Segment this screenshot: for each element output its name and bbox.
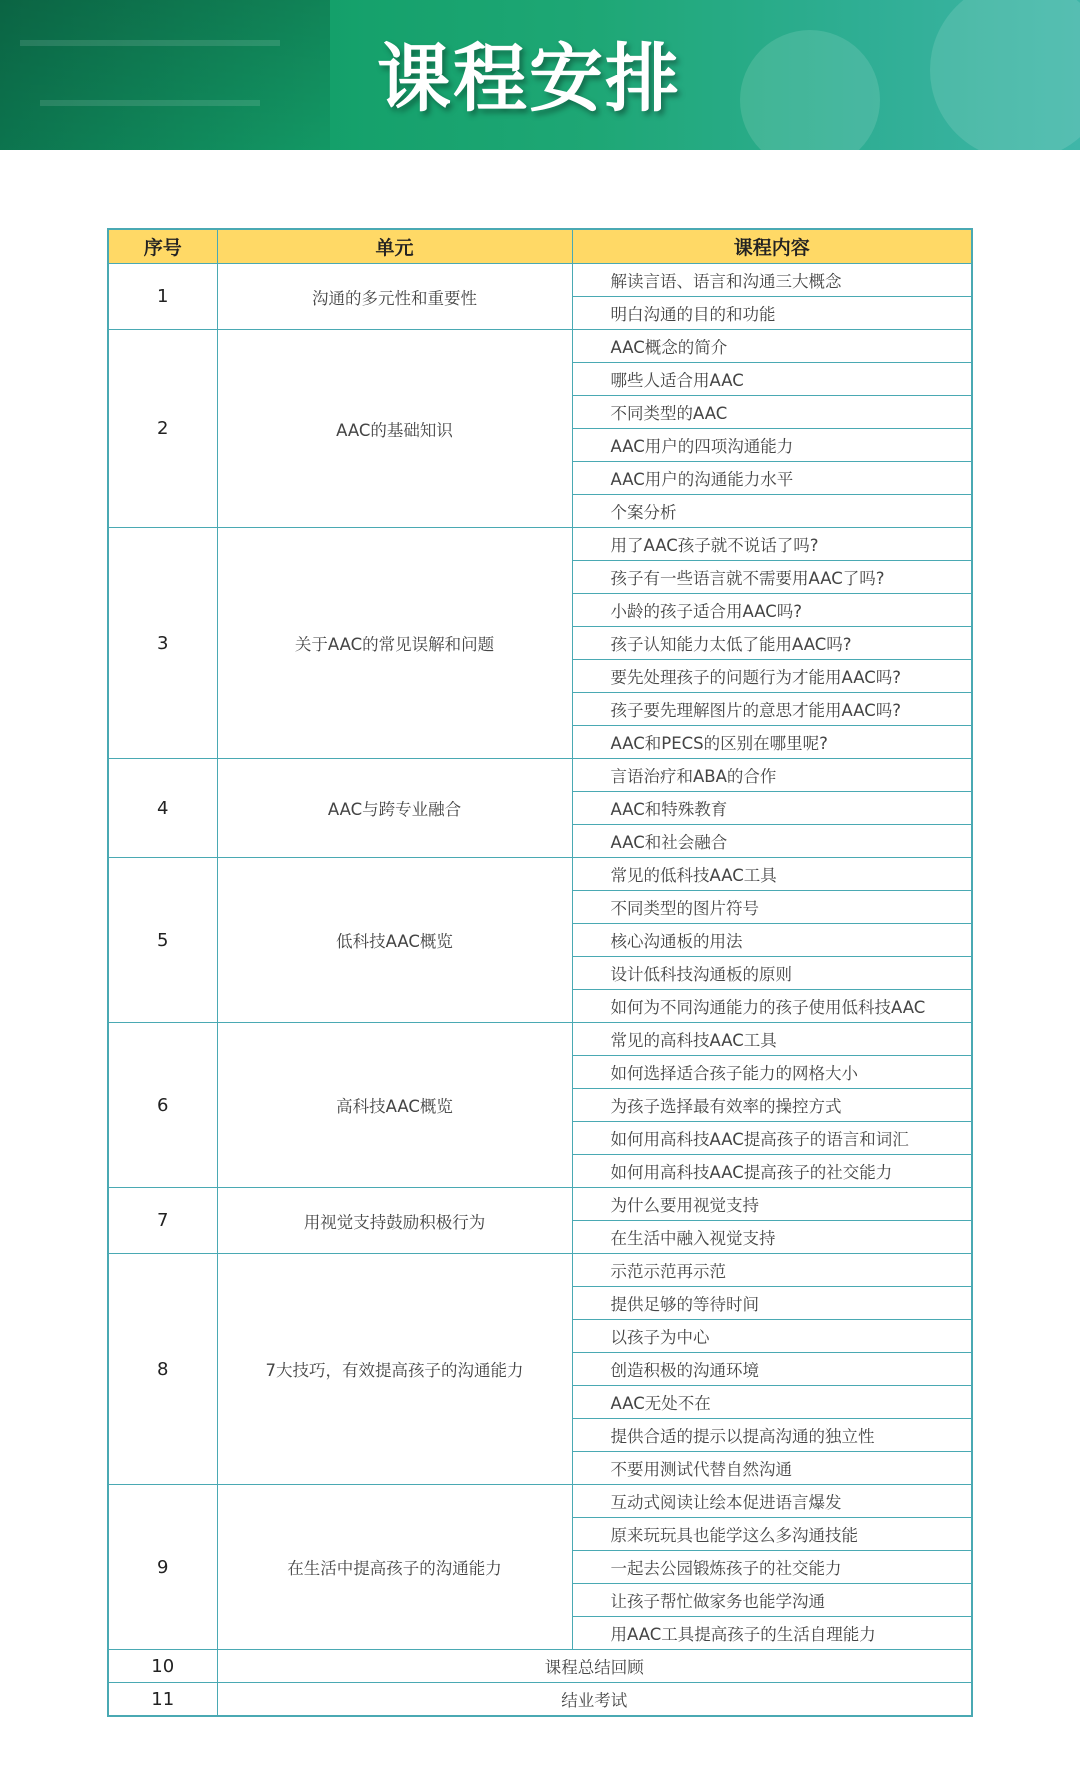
unit-name: 高科技AAC概览 bbox=[217, 1023, 572, 1188]
course-topic: 提供足够的等待时间 bbox=[572, 1287, 972, 1320]
unit-number: 11 bbox=[108, 1683, 217, 1717]
course-topic: 原来玩玩具也能学这么多沟通技能 bbox=[572, 1518, 972, 1551]
course-topic: 示范示范再示范 bbox=[572, 1254, 972, 1287]
course-topic: 一起去公园锻炼孩子的社交能力 bbox=[572, 1551, 972, 1584]
unit-number: 10 bbox=[108, 1650, 217, 1683]
page-title: 课程安排 bbox=[377, 36, 681, 122]
course-topic: AAC和特殊教育 bbox=[572, 792, 972, 825]
unit-number: 9 bbox=[108, 1485, 217, 1650]
course-topic: AAC用户的四项沟通能力 bbox=[572, 429, 972, 462]
unit-number: 3 bbox=[108, 528, 217, 759]
merged-content: 结业考试 bbox=[217, 1683, 972, 1717]
course-topic: 言语治疗和ABA的合作 bbox=[572, 759, 972, 792]
unit-name: AAC与跨专业融合 bbox=[217, 759, 572, 858]
unit-number: 5 bbox=[108, 858, 217, 1023]
table-row bbox=[108, 858, 972, 891]
table-row bbox=[108, 1485, 972, 1518]
header-number: 序号 bbox=[108, 229, 217, 264]
course-topic: 孩子认知能力太低了能用AAC吗? bbox=[572, 627, 972, 660]
course-topic: 为什么要用视觉支持 bbox=[572, 1188, 972, 1221]
unit-name: 在生活中提高孩子的沟通能力 bbox=[217, 1485, 572, 1650]
course-topic: 孩子要先理解图片的意思才能用AAC吗? bbox=[572, 693, 972, 726]
course-topic: 用AAC工具提高孩子的生活自理能力 bbox=[572, 1617, 972, 1650]
course-topic: 创造积极的沟通环境 bbox=[572, 1353, 972, 1386]
course-topic: 常见的低科技AAC工具 bbox=[572, 858, 972, 891]
unit-name: 低科技AAC概览 bbox=[217, 858, 572, 1023]
course-schedule-table-wrapper bbox=[107, 228, 971, 1717]
course-topic: 明白沟通的目的和功能 bbox=[572, 297, 972, 330]
table-row bbox=[108, 528, 972, 561]
unit-number: 8 bbox=[108, 1254, 217, 1485]
course-topic: 让孩子帮忙做家务也能学沟通 bbox=[572, 1584, 972, 1617]
unit-number: 2 bbox=[108, 330, 217, 528]
course-topic: 要先处理孩子的问题行为才能用AAC吗? bbox=[572, 660, 972, 693]
course-topic: 不同类型的AAC bbox=[572, 396, 972, 429]
course-topic: 个案分析 bbox=[572, 495, 972, 528]
table-row bbox=[108, 264, 972, 297]
course-topic: 提供合适的提示以提高沟通的独立性 bbox=[572, 1419, 972, 1452]
course-topic: 哪些人适合用AAC bbox=[572, 363, 972, 396]
unit-name: AAC的基础知识 bbox=[217, 330, 572, 528]
course-topic: AAC概念的简介 bbox=[572, 330, 972, 363]
header-content: 课程内容 bbox=[572, 229, 972, 264]
course-topic: 设计低科技沟通板的原则 bbox=[572, 957, 972, 990]
table-header-row bbox=[108, 229, 972, 264]
course-topic: 如何用高科技AAC提高孩子的语言和词汇 bbox=[572, 1122, 972, 1155]
table-row bbox=[108, 1023, 972, 1056]
course-topic: 不要用测试代替自然沟通 bbox=[572, 1452, 972, 1485]
table-row bbox=[108, 1650, 972, 1683]
table-row bbox=[108, 1683, 972, 1717]
unit-name: 用视觉支持鼓励积极行为 bbox=[217, 1188, 572, 1254]
unit-number: 4 bbox=[108, 759, 217, 858]
course-topic: 核心沟通板的用法 bbox=[572, 924, 972, 957]
course-topic: 不同类型的图片符号 bbox=[572, 891, 972, 924]
course-schedule-table bbox=[107, 228, 973, 1717]
course-topic: 为孩子选择最有效率的操控方式 bbox=[572, 1089, 972, 1122]
course-topic: AAC和PECS的区别在哪里呢? bbox=[572, 726, 972, 759]
header-unit: 单元 bbox=[217, 229, 572, 264]
course-topic: 小龄的孩子适合用AAC吗? bbox=[572, 594, 972, 627]
course-topic: AAC用户的沟通能力水平 bbox=[572, 462, 972, 495]
course-topic: 解读言语、语言和沟通三大概念 bbox=[572, 264, 972, 297]
course-topic: 如何为不同沟通能力的孩子使用低科技AAC bbox=[572, 990, 972, 1023]
course-topic: 如何选择适合孩子能力的网格大小 bbox=[572, 1056, 972, 1089]
unit-number: 7 bbox=[108, 1188, 217, 1254]
course-topic: 如何用高科技AAC提高孩子的社交能力 bbox=[572, 1155, 972, 1188]
unit-number: 6 bbox=[108, 1023, 217, 1188]
unit-name: 关于AAC的常见误解和问题 bbox=[217, 528, 572, 759]
course-topic: 用了AAC孩子就不说话了吗? bbox=[572, 528, 972, 561]
course-topic: AAC无处不在 bbox=[572, 1386, 972, 1419]
course-topic: 以孩子为中心 bbox=[572, 1320, 972, 1353]
unit-name: 沟通的多元性和重要性 bbox=[217, 264, 572, 330]
table-row bbox=[108, 1188, 972, 1221]
merged-content: 课程总结回顾 bbox=[217, 1650, 972, 1683]
unit-name: 7大技巧，有效提高孩子的沟通能力 bbox=[217, 1254, 572, 1485]
course-topic: 常见的高科技AAC工具 bbox=[572, 1023, 972, 1056]
course-topic: 互动式阅读让绘本促进语言爆发 bbox=[572, 1485, 972, 1518]
table-row bbox=[108, 1254, 972, 1287]
course-topic: AAC和社会融合 bbox=[572, 825, 972, 858]
course-topic: 在生活中融入视觉支持 bbox=[572, 1221, 972, 1254]
unit-number: 1 bbox=[108, 264, 217, 330]
header-banner bbox=[0, 0, 1080, 150]
table-row bbox=[108, 330, 972, 363]
course-topic: 孩子有一些语言就不需要用AAC了吗? bbox=[572, 561, 972, 594]
table-row bbox=[108, 759, 972, 792]
